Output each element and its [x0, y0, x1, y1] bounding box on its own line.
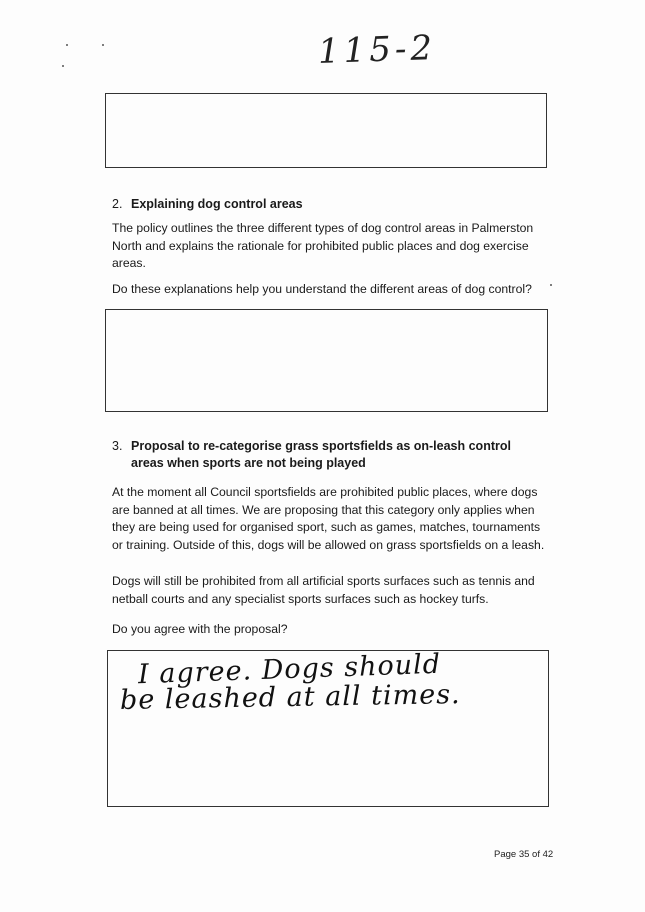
section-3-paragraph-2: Dogs will still be prohibited from all artificial sports surfaces such as tennis and netball courts and any specialist sports surfaces such as hockey turfs. — [112, 574, 535, 606]
handwritten-reference-number: 115-2 — [317, 27, 437, 73]
section-2-paragraph: The policy outlines the three different types of dog control areas in Palmerston North and explains the rationale for prohibited public places and dog exercise areas. — [112, 221, 534, 270]
section-2-heading — [112, 196, 303, 213]
handwritten-answer-line-1: I agree. Dogs should — [137, 648, 442, 691]
scan-speck — [102, 44, 104, 46]
section-3-heading — [112, 438, 532, 472]
scan-speck — [62, 65, 64, 67]
section-2-number: 2. — [112, 197, 123, 211]
section-3-title-line2: areas when sports are not being played — [131, 456, 366, 470]
handwritten-answer — [119, 648, 580, 724]
scan-speck — [66, 44, 68, 46]
page-number: Page 35 of 42 — [494, 849, 554, 860]
answer-box-section-2[interactable] — [105, 309, 548, 412]
section-3-title-line1: Proposal to re-categorise grass sportsfields as on-leash control — [131, 439, 511, 453]
handwritten-answer-line-2: be leashed at all times. — [119, 679, 461, 716]
section-3-paragraph-1: At the moment all Council sportsfields are prohibited public places, where dogs are banned at all times. We are proposing that this category only applies when they are being used for organised sport, such as games, matches, tournaments or training. Outside of this, dogs will be allowed on grass sportsfields on a leash. — [112, 485, 545, 552]
answer-box-previous[interactable] — [105, 93, 547, 168]
section-3-question: Do you agree with the proposal? — [112, 622, 288, 636]
section-2-title: Explaining dog control areas — [131, 197, 303, 211]
section-3-number: 3. — [112, 439, 123, 453]
section-2-question: Do these explanations help you understand the different areas of dog control? — [112, 282, 532, 296]
